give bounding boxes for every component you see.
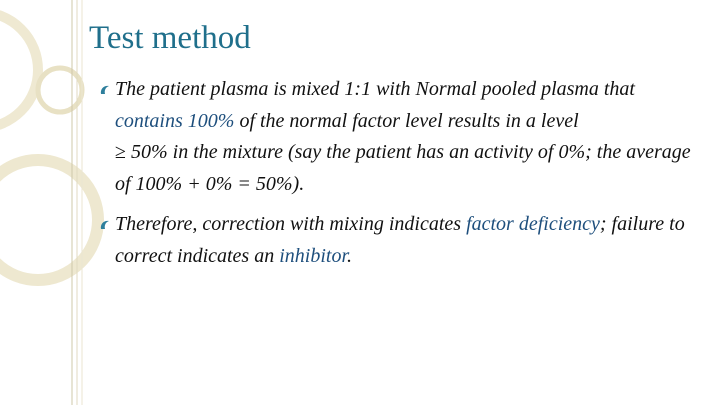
decor-ring-top <box>0 12 38 128</box>
bullet-item-2 <box>98 209 698 272</box>
slide-title: Test method <box>89 20 251 56</box>
bullet-1-text-b: of the normal factor level results in a level <box>234 109 579 132</box>
bullet-2-highlight-inhibitor: inhibitor <box>279 244 348 267</box>
curl-bullet-icon <box>98 218 112 232</box>
bullet-1-text-a: The patient plasma is mixed 1:1 with Normal pooled plasma that <box>115 78 635 100</box>
bullet-2-text-b: ; failure to correct indicates an <box>115 213 685 267</box>
curl-bullet-icon <box>98 83 112 97</box>
bullet-2-text-c: . <box>347 244 353 267</box>
bullet-2-text-a: Therefore, correction with mixing indicates <box>115 213 467 235</box>
bullet-list <box>98 74 698 281</box>
bullet-1-text-c: 50% in the mixture (say the patient has an activity of 0%; the average of 100% + 0% = 50%). <box>115 141 691 195</box>
bullet-2-highlight-factor-deficiency: factor deficiency <box>466 213 600 235</box>
decor-ring-small <box>38 68 82 112</box>
bullet-1-highlight-contains: contains 100% <box>115 109 235 132</box>
bullet-item-1 <box>98 74 698 200</box>
bullet-1-symbol-ge: ≥ <box>115 141 126 163</box>
decor-ring-middle <box>0 160 98 280</box>
